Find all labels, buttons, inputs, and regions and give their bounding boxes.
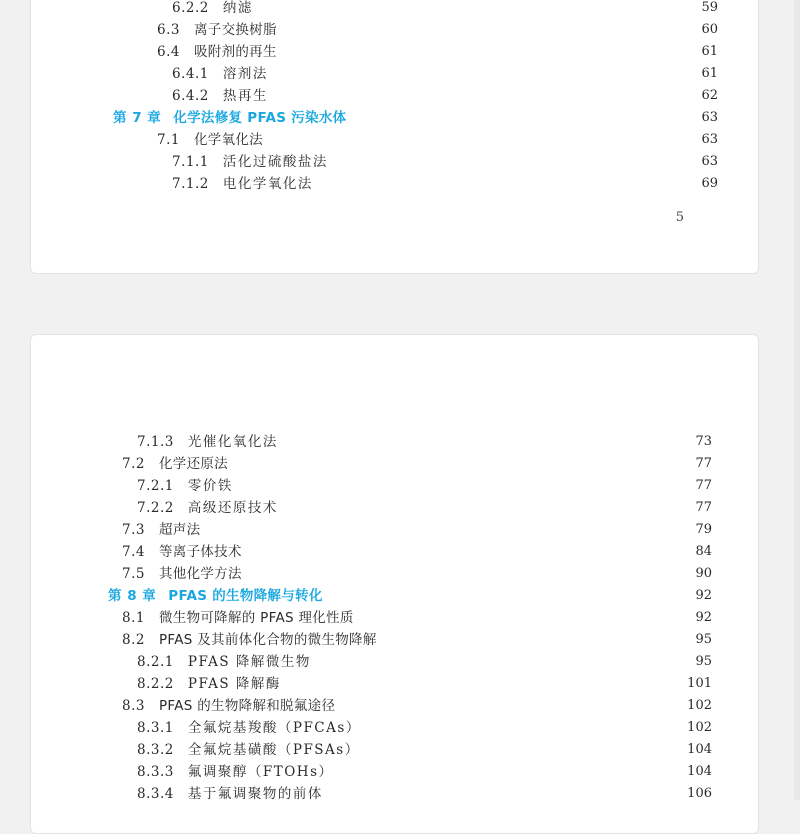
toc-entry-title: 活化过硫酸盐法 <box>222 154 328 170</box>
toc-leader-dots <box>332 151 694 173</box>
toc-entry[interactable] <box>137 739 712 761</box>
toc-entry[interactable] <box>172 151 718 173</box>
toc-entry-title: 超声法 <box>158 522 201 538</box>
toc-entry-title: 等离子体技术 <box>158 544 242 560</box>
toc-leader-dots <box>282 497 688 519</box>
toc-entry-title: PFAS 降解酶 <box>187 676 281 692</box>
toc-chapter-title: 化学法修复 PFAS 污染水体 <box>173 110 347 126</box>
toc-leader-dots <box>272 63 694 85</box>
toc-entry-title: 电化学氧化法 <box>222 176 313 192</box>
toc-entry[interactable] <box>172 0 718 19</box>
toc-leader-dots <box>272 85 694 107</box>
toc-entry-page: 106 <box>687 786 712 801</box>
toc-entry-title: 溶剂法 <box>222 66 268 82</box>
toc-entry[interactable] <box>172 173 718 195</box>
toc-entry-title: 吸附剂的再生 <box>193 44 277 60</box>
toc-entry-page: 104 <box>687 764 712 779</box>
toc-entry-title: 化学氧化法 <box>193 132 263 148</box>
toc-leader-dots <box>381 629 688 651</box>
toc-entry-page: 102 <box>687 720 712 735</box>
toc-entry-number: 8.1 <box>122 610 145 626</box>
page-number: 5 <box>675 210 684 225</box>
toc-leader-dots <box>232 453 688 475</box>
toc-entry[interactable] <box>137 783 712 805</box>
toc-entry-number: 8.3.2 <box>137 742 174 758</box>
toc-entry-number: 8.3.4 <box>137 786 174 802</box>
toc-leader-dots <box>338 761 682 783</box>
toc-entry-page: 77 <box>695 478 712 493</box>
toc-entry-number: 8.3.3 <box>137 764 174 780</box>
toc-chapter-number: 第 8 章 <box>108 588 157 604</box>
toc-entry[interactable] <box>172 85 718 107</box>
toc-entry-title: 高级还原技术 <box>187 500 278 516</box>
toc-entry-number: 7.2 <box>122 456 145 472</box>
toc-entry[interactable] <box>137 475 712 497</box>
toc-leader-dots <box>237 475 688 497</box>
toc-entry-page: 62 <box>701 88 718 103</box>
toc-entry-title: 全氟烷基羧酸（PFCAs） <box>187 720 361 736</box>
toc-entry-number: 7.1.1 <box>172 154 209 170</box>
toc-entry-number: 8.2.2 <box>137 676 174 692</box>
toc-entry-page: 69 <box>701 176 718 191</box>
toc-entry-page: 84 <box>695 544 712 559</box>
toc-entry-title: 离子交换树脂 <box>193 22 277 38</box>
toc-leader-dots <box>317 173 694 195</box>
toc-entry-title: 热再生 <box>222 88 268 104</box>
toc-chapter-heading[interactable] <box>108 585 712 607</box>
toc-entry[interactable] <box>137 761 712 783</box>
toc-leader-dots <box>246 563 688 585</box>
toc-leader-dots <box>365 717 681 739</box>
toc-entry-page: 59 <box>701 0 718 15</box>
toc-entry[interactable] <box>157 129 718 151</box>
toc-entry[interactable] <box>122 453 712 475</box>
toc-entry-page: 77 <box>695 500 712 515</box>
toc-leader-dots <box>267 129 694 151</box>
toc-entry-number: 6.2.2 <box>172 0 209 16</box>
toc-entry-number: 8.2.1 <box>137 654 174 670</box>
toc-entry-number: 7.1 <box>157 132 180 148</box>
toc-entry-number: 6.3 <box>157 22 180 38</box>
toc-entry-title: 全氟烷基磺酸（PFSAs） <box>187 742 360 758</box>
toc-leader-dots <box>257 0 694 19</box>
toc-entry-number: 6.4.2 <box>172 88 209 104</box>
toc-entry[interactable] <box>122 607 712 629</box>
toc-entry-number: 6.4.1 <box>172 66 209 82</box>
toc-entry[interactable] <box>172 63 718 85</box>
toc-entry-title: 光催化氧化法 <box>187 434 278 450</box>
toc-entry[interactable] <box>122 519 712 541</box>
toc-entry-page: 92 <box>695 588 712 603</box>
toc-entry[interactable] <box>137 651 712 673</box>
toc-leader-dots <box>282 431 688 453</box>
toc-entry-number: 7.2.1 <box>137 478 174 494</box>
toc-entry-title: 氟调聚醇（FTOHs） <box>187 764 334 780</box>
toc-entry-number: 7.5 <box>122 566 145 582</box>
toc-entry[interactable] <box>122 695 712 717</box>
document-page-6 <box>30 334 759 834</box>
toc-entry-title: 零价铁 <box>187 478 233 494</box>
toc-leader-dots <box>204 519 688 541</box>
toc-entry-page: 61 <box>701 66 718 81</box>
toc-entry[interactable] <box>137 717 712 739</box>
toc-entry-number: 7.2.2 <box>137 500 174 516</box>
toc-entry-title: 其他化学方法 <box>158 566 242 582</box>
toc-entry-number: 7.1.2 <box>172 176 209 192</box>
toc-entry-title: 纳滤 <box>222 0 253 16</box>
toc-entry-title: PFAS 的生物降解和脱氟途径 <box>158 698 336 714</box>
toc-entry-page: 63 <box>701 110 718 125</box>
toc-leader-dots <box>327 783 681 805</box>
toc-leader-dots <box>281 19 694 41</box>
toc-entry-number: 8.2 <box>122 632 145 648</box>
toc-chapter-heading[interactable] <box>113 107 718 129</box>
toc-entry-page: 90 <box>695 566 712 581</box>
toc-leader-dots <box>246 541 688 563</box>
toc-entry-page: 63 <box>701 132 718 147</box>
toc-chapter-number: 第 7 章 <box>113 110 162 126</box>
toc-entry[interactable] <box>122 541 712 563</box>
toc-entry-number: 7.3 <box>122 522 145 538</box>
toc-entry-page: 92 <box>695 610 712 625</box>
toc-entry-number: 7.4 <box>122 544 145 560</box>
toc-entry-page: 102 <box>687 698 712 713</box>
toc-leader-dots <box>315 651 688 673</box>
toc-entry[interactable] <box>137 431 712 453</box>
toc-leader-dots <box>364 739 681 761</box>
toc-entry-title: 化学还原法 <box>158 456 228 472</box>
toc-entry-page: 79 <box>695 522 712 537</box>
toc-leader-dots <box>339 695 681 717</box>
toc-entry[interactable] <box>137 497 712 519</box>
toc-entry-page: 63 <box>701 154 718 169</box>
toc-entry[interactable] <box>122 629 712 651</box>
toc-leader-dots <box>350 107 694 129</box>
toc-entry-number: 8.3.1 <box>137 720 174 736</box>
toc-entry-page: 101 <box>687 676 712 691</box>
scrollbar-track[interactable] <box>794 0 800 800</box>
toc-entry-number: 6.4 <box>157 44 180 60</box>
toc-entry-page: 95 <box>695 632 712 647</box>
toc-leader-dots <box>281 41 694 63</box>
toc-entry-title: 基于氟调聚物的前体 <box>187 786 323 802</box>
toc-entry[interactable] <box>137 673 712 695</box>
toc-entry-title: PFAS 及其前体化合物的微生物降解 <box>158 632 377 648</box>
toc-leader-dots <box>327 585 688 607</box>
toc-entry-page: 60 <box>701 22 718 37</box>
toc-leader-dots <box>285 673 681 695</box>
document-page-5 <box>30 0 759 274</box>
toc-entry-page: 61 <box>701 44 718 59</box>
toc-entry-title: 微生物可降解的 PFAS 理化性质 <box>158 610 354 626</box>
toc-chapter-title: PFAS 的生物降解与转化 <box>168 588 323 604</box>
toc-entry-page: 95 <box>695 654 712 669</box>
toc-entry[interactable] <box>157 19 718 41</box>
toc-entry-number: 8.3 <box>122 698 145 714</box>
toc-entry[interactable] <box>157 41 718 63</box>
toc-entry-title: PFAS 降解微生物 <box>187 654 311 670</box>
toc-entry-page: 104 <box>687 742 712 757</box>
toc-entry[interactable] <box>122 563 712 585</box>
toc-entry-number: 7.1.3 <box>137 434 174 450</box>
toc-entry-page: 77 <box>695 456 712 471</box>
toc-entry-page: 73 <box>695 434 712 449</box>
toc-leader-dots <box>358 607 688 629</box>
